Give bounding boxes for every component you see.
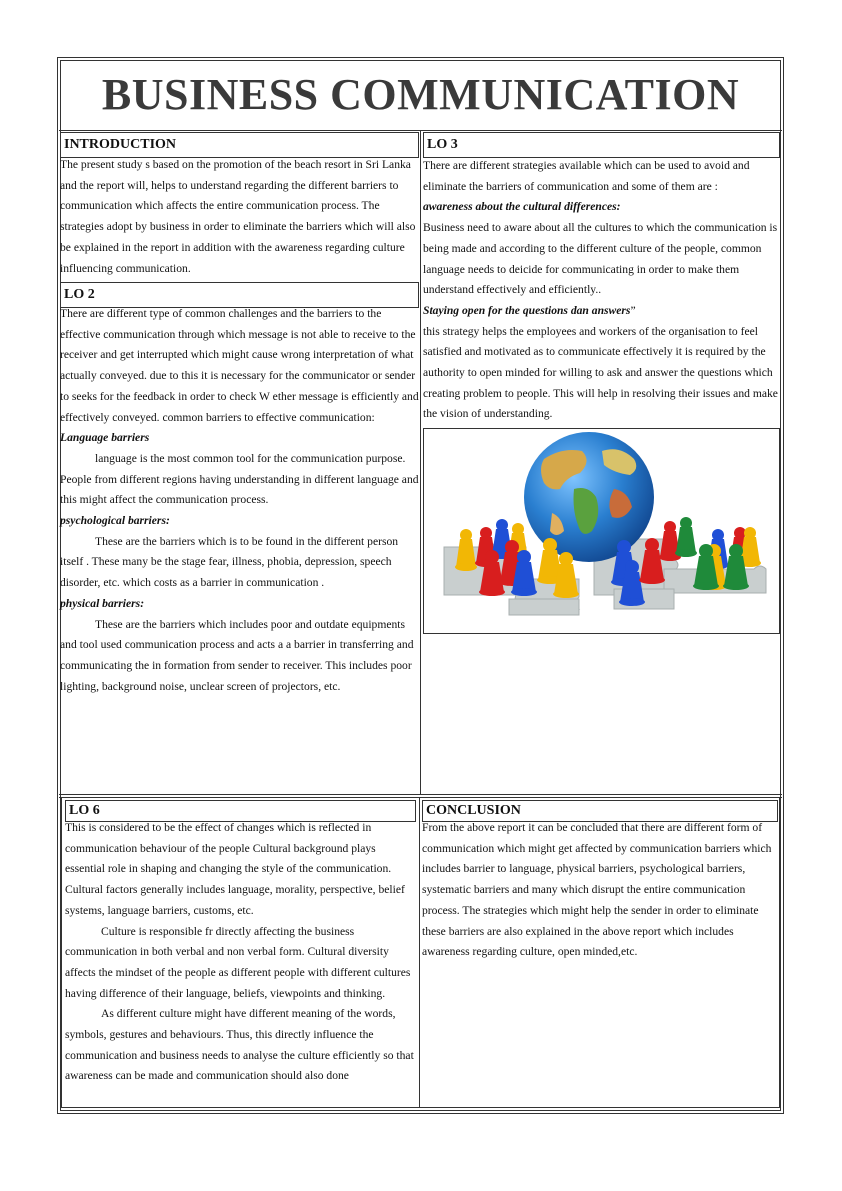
conclusion-text (422, 818, 778, 963)
staying-open-heading: Staying open for the questions dan answers (423, 303, 631, 317)
page-title: BUSINESS COMMUNICATION (101, 70, 740, 119)
cultural-differences-heading: awareness about the cultural differences: (423, 200, 621, 214)
physical-barriers-text: These are the barriers which includes poor and outdate equipments and tool used communication process and acts a a barrier in transferring and communicating the in formation from sender to receiver. This includes poor lighting, background noise, unclear screen of projectors, etc. (60, 617, 414, 693)
staying-open-line (423, 301, 781, 322)
staying-open-quote: ” (630, 303, 636, 317)
lo6-heading: LO 6 (65, 800, 416, 822)
cultural-differences-text: Business need to aware about all the cultures to which the communication is being made and according to the different culture of the people, common language needs to deicide for communicating in order to make them understand effectively and efficiently.. (423, 221, 778, 297)
psychological-barriers-heading: psychological barriers: (60, 514, 170, 528)
globe-image-frame (423, 428, 780, 634)
section-divider (59, 794, 782, 795)
staying-open-text: this strategy helps the employees and workers of the organisation to feel satisfied and motivated as to communicate effectively it is required by the authority to open minded for willing to ask and answer the questions which creating problem to people. This will help in resolving their issues and make the vision of understanding. (423, 324, 778, 421)
psychological-barriers-text: These are the barriers which is to be found in the different person itself . These many be the stage fear, illness, phobia, depression, speech disorder, etc. which costs as a barrier in communication . (60, 534, 399, 590)
physical-barriers-heading: physical barriers: (60, 596, 145, 610)
language-barriers-heading: Language barriers (60, 431, 150, 445)
lo2-text (60, 304, 420, 697)
lo3-text (423, 156, 781, 425)
title-box (59, 59, 782, 131)
lo6-paragraph-2: Culture is responsible fr directly affecting the business communication in both verbal and non verbal form. Cultural diversity affects the mindset of the people as different people with different cultures having difference of their language, beliefs, viewpoints and thinking. (65, 924, 411, 1000)
column-divider-top (420, 131, 421, 795)
lo6-text (65, 818, 417, 1087)
lo6-paragraph-3: As different culture might have different meaning of the words, symbols, gestures and behaviours. Thus, this directly influence the communication and business needs to analyse the culture efficiently so that awareness can be made and communication should also done (65, 1007, 414, 1083)
introduction-heading: INTRODUCTION (60, 132, 419, 158)
introduction-paragraph: The present study s based on the promotion of the beach resort in Sri Lanka and the report will, helps to understand regarding the different barriers to communication which affects the entire communication process. The strategies adopt by business in order to eliminate the barriers which will also be explained in the report in addition with the awareness regarding culture influencing communication. (60, 158, 416, 275)
conclusion-paragraph: From the above report it can be concluded that there are different form of communication which might get affected by communication barriers which includes barrier to language, physical barriers, psychological barriers, systematic barriers and many which disrupt the entire communication process. The strategies which might help the sender in order to eliminate these barriers are also explained in the above report which includes awareness regarding culture, open minded,etc. (422, 821, 772, 959)
lo2-intro: There are different type of common challenges and the barriers to the effective communication through which message is not able to receive to the receiver and get interrupted which might cause wrong interpretation of what actually conveyed. due to this it is necessary for the communicator or sender to seeks for the feedback in order to check W ether message is efficiently and effectively conveyed. common barriers to effective communication: (60, 307, 419, 424)
introduction-text (60, 155, 420, 279)
conclusion-heading: CONCLUSION (422, 800, 778, 822)
lo3-heading: LO 3 (423, 132, 780, 158)
lo6-paragraph-1: This is considered to be the effect of changes which is reflected in communication behaviour of the people Cultural background plays essential role in shaping and changing the style of the communication. Cultural factors generally includes language, morality, perspective, belief systems, language barriers, customs, etc. (65, 821, 405, 917)
lo2-heading: LO 2 (60, 282, 419, 308)
globe-with-pawns-illustration (424, 429, 779, 633)
language-barriers-text: language is the most common tool for the communication purpose. People from different regions having understanding in different language and this might affect the communication process. (60, 451, 419, 507)
lo3-intro: There are different strategies available which can be used to avoid and eliminate the barriers of communication and some of them are : (423, 159, 750, 193)
